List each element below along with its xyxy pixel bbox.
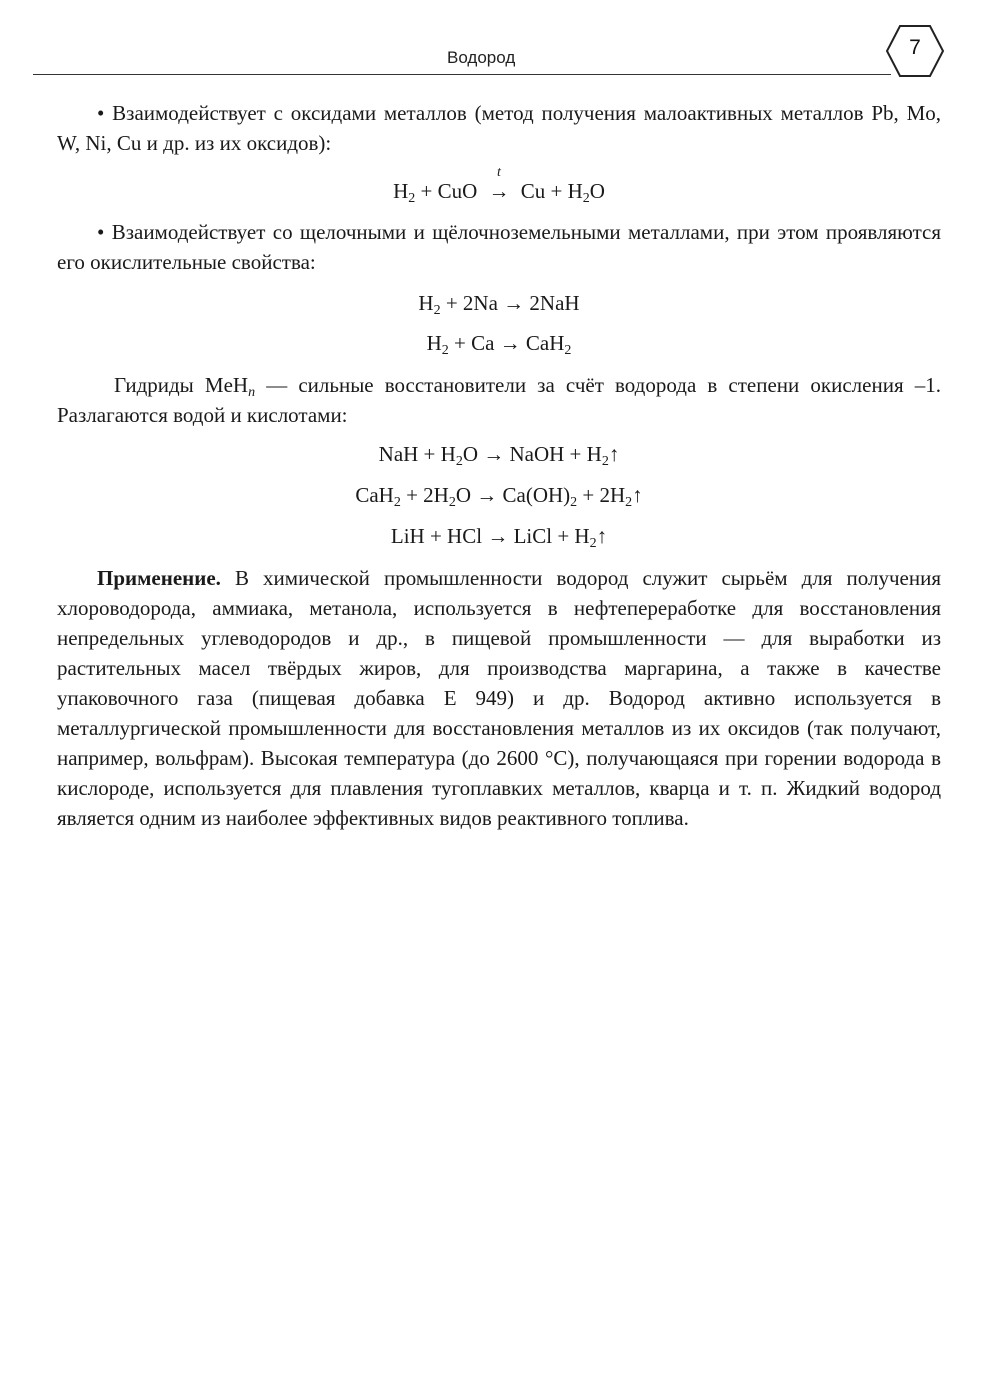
paragraph-oxides: • Взаимодействует с оксидами металлов (метод получения малоактивных металлов Pb, Mo, W, Ni, Cu и др. из их оксидов): xyxy=(57,101,941,155)
equation-h2-na: $H_2 + 2Na \to 2NaH$ xyxy=(418,291,580,318)
applications-heading: Применение. xyxy=(97,566,221,590)
paragraph-applications: Применение. В химической промышленности водород служит сырьём для получения хлороводорода, аммиака, метанола, используется в нефтепереработке для восстановления непредельных углеводородов и др., в пищевой промышленности — для выработки из растительных масел твёрдых жиров, для производства маргарина, а также в качестве упаковочного газа (пищевая добавка Е 949) и др. Водород активно используется в металлургической промышленности для восстановления металлов из их оксидов (так получают, например, вольфрам). Высокая температура (до 2600 °С), получающаяся при горении водорода в кислороде, используется для плавления тугоплавких металлов, кварца и т. п. Жидкий водород является одним из наиболее эффективных видов реактивного топлива. xyxy=(57,566,941,830)
running-header-title: Водород xyxy=(447,48,516,67)
equation-lih-hcl: LiH + HCl → LiCl + $H_2↑$ xyxy=(390,524,608,551)
header-rule xyxy=(33,74,891,75)
equation-h2-cuo: $H_2$ + CuO t → $Cu + H_2O$ xyxy=(393,165,605,206)
page-number-badge xyxy=(885,20,945,82)
equation-h2-ca: $H_2 + Ca \to CaH_2$ xyxy=(426,331,572,358)
page-number: 7 xyxy=(909,36,921,59)
equation-cah2-h2o: $CaH_2 + 2H_2O \to Ca(OH)_2$ + $2H_2↑$ xyxy=(355,483,643,510)
paragraph-hydrides: Гидриды MeH$_n$ — сильные восстановители за счёт водорода в степени окисления –1. Разлагаются водой и кислотами: xyxy=(57,373,941,427)
equation-nah-h2o: NaH + $H_2O$ → NaOH + $H_2↑$ xyxy=(378,442,620,469)
paragraph-alkali-metals: • Взаимодействует со щелочными и щёлочноземельными металлами, при этом проявляются его окислительные свойства: xyxy=(57,220,941,274)
